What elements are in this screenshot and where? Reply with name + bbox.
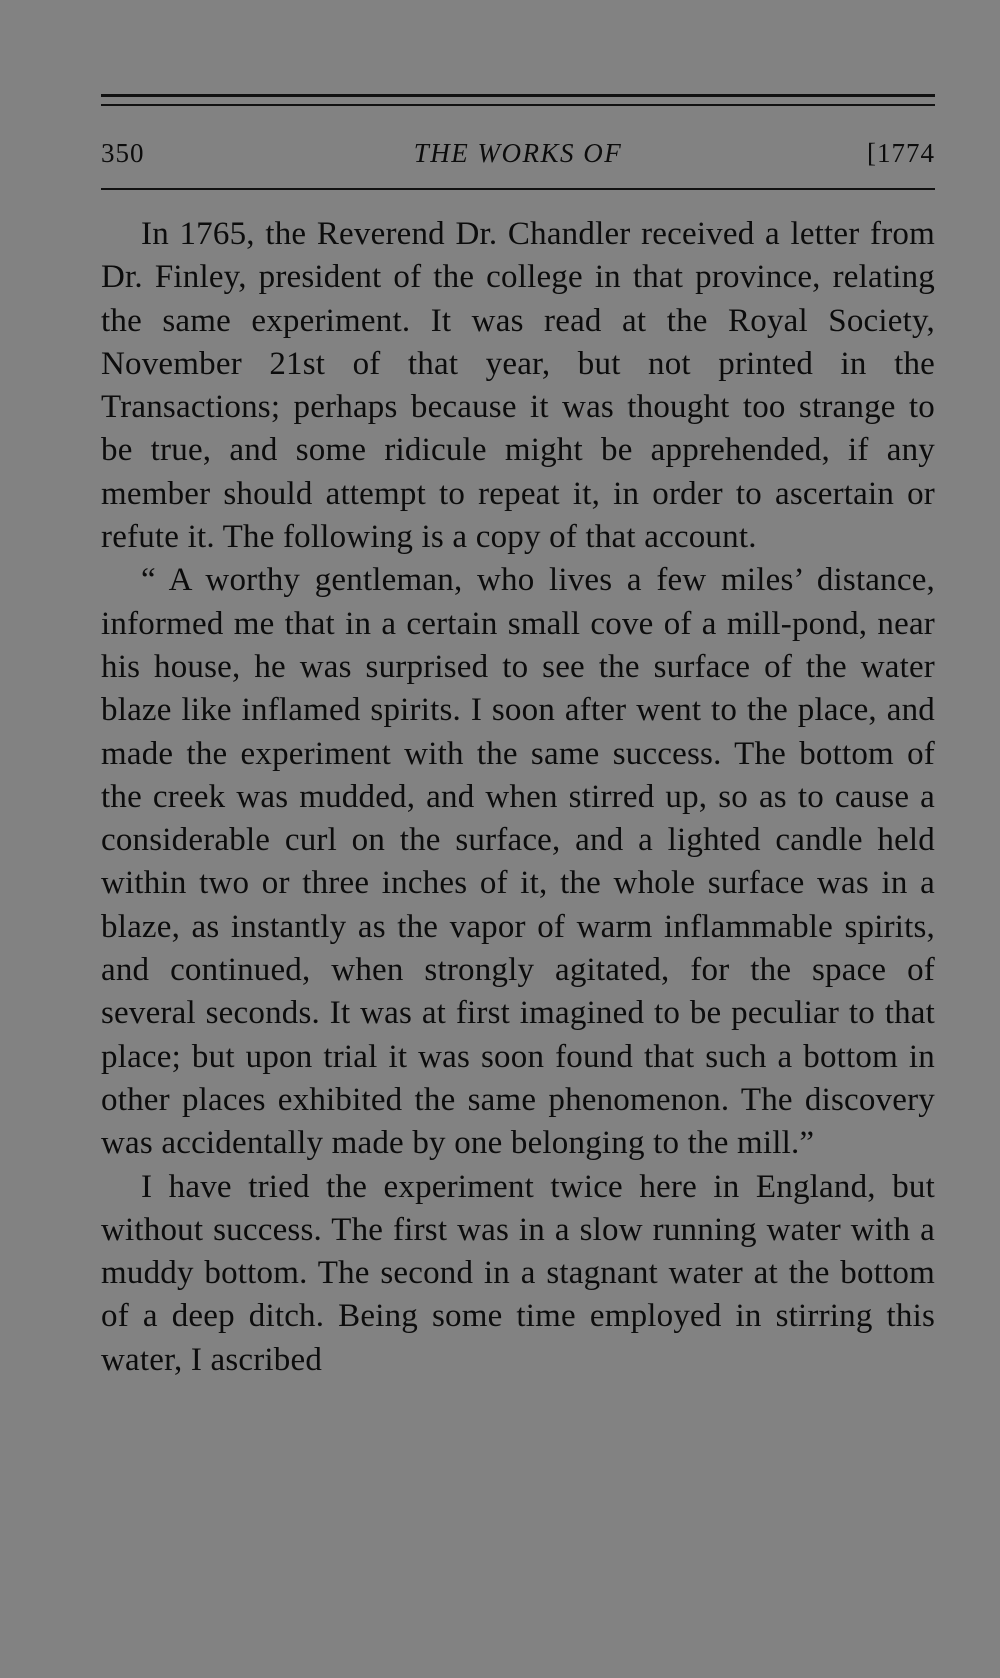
running-head xyxy=(101,133,935,173)
top-double-rule-upper xyxy=(101,94,935,97)
header-rule xyxy=(101,188,935,190)
running-title: THE WORKS OF xyxy=(413,138,623,168)
running-year: [1774 xyxy=(867,138,935,168)
page-number: 350 xyxy=(101,138,145,168)
top-double-rule-lower xyxy=(101,104,935,106)
body-text xyxy=(101,213,935,1382)
paragraph-quoted-account: “ A worthy gentleman, who lives a few miles’ distance, informed me that in a certain small cove of a mill-pond, near his house, he was surprised to see the surface of the water blaze like inflamed spirits. I soon after went to the place, and made the experiment with the same success. The bottom of the creek was mudded, and when stirred up, so as to cause a considerable curl on the surface, and a lighted candle held within two or three inches of it, the whole surface was in a blaze, as instantly as the vapor of warm inflammable spirits, and continued, when strongly agitated, for the space of several seconds. It was at first imagined to be peculiar to that place; but upon trial it was soon found that such a bottom in other places exhibited the same phenomenon. The discovery was accidentally made by one belonging to the mill.” xyxy=(101,562,935,1162)
paragraph-chandler-letter: In 1765, the Reverend Dr. Chandler received a letter from Dr. Finley, president of the college in that province, relating the same experiment. It was read at the Royal Society, November 21st of that year, but not printed in the Transactions; perhaps because it was thought too strange to be true, and some ridicule might be apprehended, if any member should attempt to repeat it, in order to ascertain or refute it. The following is a copy of that account. xyxy=(101,216,935,556)
paragraph-experiment-england: I have tried the experiment twice here in England, but without success. The first was in a slow running water with a muddy bottom. The second in a stagnant water at the bottom of a deep ditch. Being some time employed in stirring this water, I ascribed xyxy=(101,1168,935,1378)
